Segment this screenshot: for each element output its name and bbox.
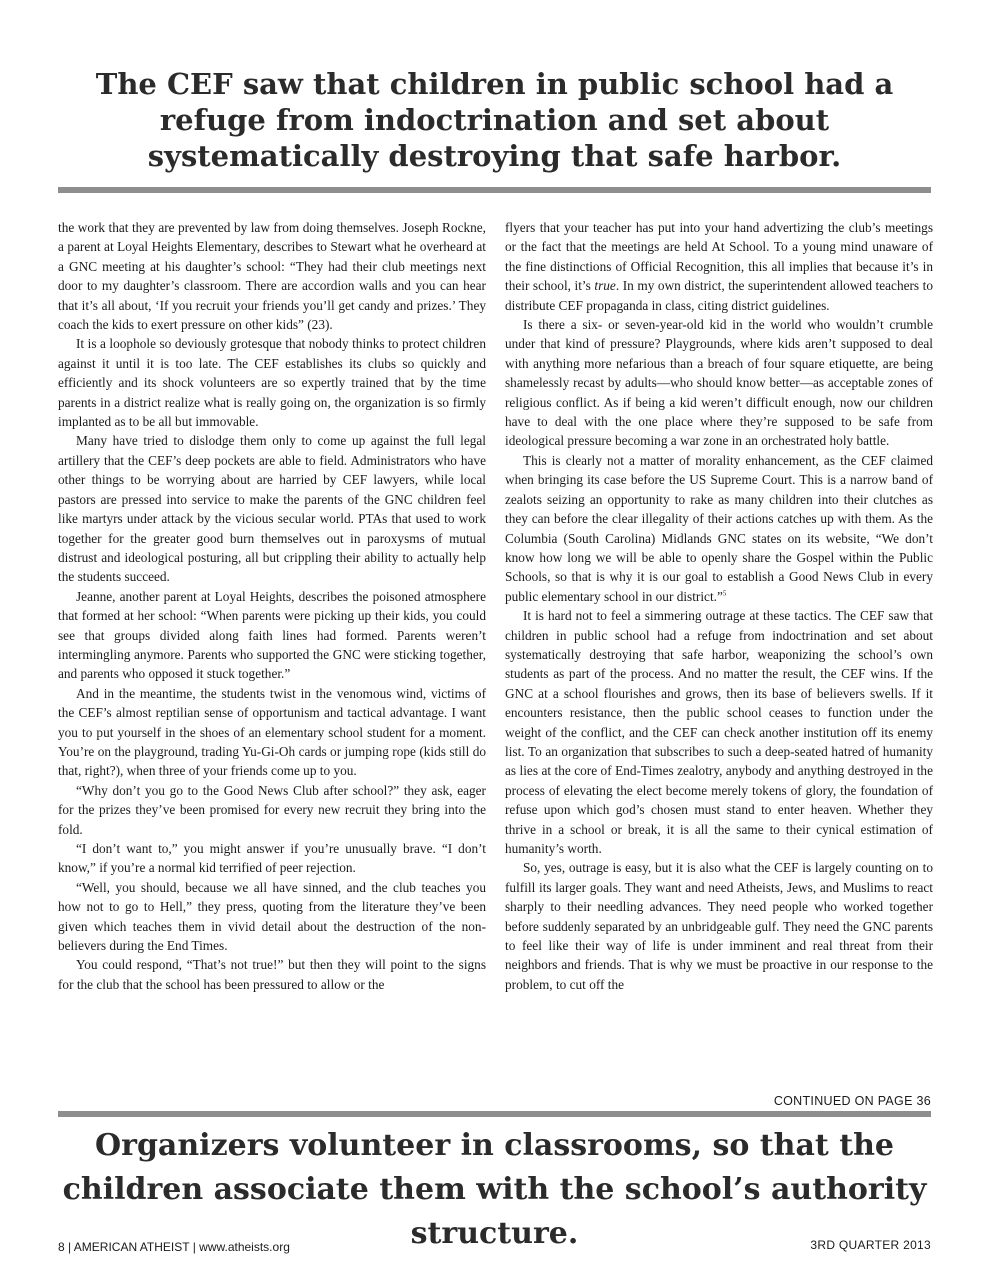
left-paragraph-6: “Why don’t you go to the Good News Club after school?” they ask, eager for the prizes they’ve been promised for every new recruit they bring into the fold. xyxy=(58,782,486,837)
right-paragraph-2: Is there a six- or seven-year-old kid in the world who wouldn’t crumble under that kind of pressure? Playgrounds, where kids aren’t supposed to deal with anything more nefarious than a breach of four square etiquette, are being shamelessly recast by adults—who should know better—as acceptable zones of religious conflict. As if being a kid weren’t difficult enough, now our children have to deal with the one place where they’re supposed to be safe from ideological pressure becoming a war zone in an orchestrated holy battle. xyxy=(505,317,933,449)
footer-folio: 8 | AMERICAN ATHEIST | www.atheists.org xyxy=(58,1240,290,1254)
left-paragraph-1: the work that they are prevented by law from doing themselves. Joseph Rockne, a parent at Loyal Heights Elementary, describes to Stewart what he overheard at a GNC meeting at his daughter’s school: “They had their club meetings next door to my daughter’s classroom. There are accordion walls and you can hear that it’s all about, ‘If you recruit your friends you’ll get candy and prizes.’ They coach the kids to exert pressure on other kids” (23). xyxy=(58,220,486,333)
top-pull-quote: The CEF saw that children in public school had a refuge from indoctrination and set about systematically destroying that safe harbor. xyxy=(95,67,894,173)
left-paragraph-2: It is a loophole so deviously grotesque that nobody thinks to protect children against it until it is too late. The CEF establishes its clubs so quickly and efficiently and its shock volunteers are so expertly trained that by the time parents in a district realize what is really going on, the organization is so firmly implanted as to be all but immovable. xyxy=(58,336,486,430)
continued-on-page-note: CONTINUED ON PAGE 36 xyxy=(773,1094,931,1108)
left-paragraph-9: You could respond, “That’s not true!” but then they will point to the signs for the club that the school has been pressured to allow or the xyxy=(58,957,486,992)
bottom-pull-quote: Organizers volunteer in classrooms, so that the children associate them with the school’s authority structure. xyxy=(62,1128,927,1251)
right-p3-text: This is clearly not a matter of morality enhancement, as the CEF claimed when bringing its case before the US Supreme Court. This is a narrow band of zealots seizing an opportunity to rake as many children into their clutches as they can before the clear illegality of their actions catches up with them. As the Columbia (South Carolina) Midlands GNC states on its website, “We don’t know how long we will be able to openly share the Gospel within the Public Schools, so that is why it is our goal to establish a Good News Club in every public elementary school in our district.” xyxy=(505,452,933,604)
bottom-divider-rule xyxy=(58,1111,931,1117)
footer-issue-date: 3RD QUARTER 2013 xyxy=(810,1238,931,1252)
right-paragraph-4: It is hard not to feel a simmering outrage at these tactics. The CEF saw that children in public school had a refuge from indoctrination and set about systematically destroying that safe harbor, weaponizing the school’s own students as part of the process. And no matter the result, the CEF wins. If the GNC at a school flourishes and grows, then its base of believers swells. If it encounters resistance, then the public school ceases to function under the weight of the conflict, and the CEF can check another institution off its enemy list. To an organization that subscribes to such a deep-seated hatred of humanity as lies at the core of End-Times zealotry, anybody and anything destroyed in the process of elevating the elect become merely tokens of glory, the foundation of refuse upon which god’s chosen must stand to enter heaven. Whether they thrive in a school or break, it is all the same to their cynical estimation of humanity’s worth. xyxy=(505,608,933,856)
right-p1-text-b: . In my own district, the superintendent allowed teachers to distribute CEF propaganda in class, citing district guidelines. xyxy=(505,278,934,313)
left-paragraph-8: “Well, you should, because we all have sinned, and the club teaches you how not to go to Hell,” they press, quoting from the literature they’ve been given which teaches them in vivid detail about the destruction of the non-believers during the End Times. xyxy=(58,879,486,954)
right-p1-italic: true xyxy=(594,278,616,294)
left-paragraph-7: “I don’t want to,” you might answer if you’re unusually brave. “I don’t know,” if you’re a normal kid terrified of peer rejection. xyxy=(58,841,486,876)
footnote-marker: 5 xyxy=(722,589,727,598)
top-divider-rule xyxy=(58,187,931,193)
right-paragraph-5: So, yes, outrage is easy, but it is also what the CEF is largely counting on to fulfill its larger goals. They want and need Atheists, Jews, and Muslims to react sharply to their needling advances. They need people who worked together before suddenly separated by an unbridgeable gulf. They need the GNC parents to feel like their way of life is under imminent and real threat from their neighbors and friends. That is why we must be proactive in our response to the problem, to cut off the xyxy=(505,860,933,992)
right-paragraph-1 xyxy=(505,218,933,315)
left-paragraph-5: And in the meantime, the students twist in the venomous wind, victims of the CEF’s almost reptilian sense of opportunism and tactical advantage. I want you to put yourself in the shoes of an elementary school student for a moment. You’re on the playground, trading Yu-Gi-Oh cards or jumping rope (kids still do that, right?), when three of your friends come up to you. xyxy=(58,685,486,779)
right-paragraph-3 xyxy=(505,451,933,606)
left-text-column xyxy=(58,218,486,994)
left-paragraph-3: Many have tried to dislodge them only to come up against the full legal artillery that the CEF’s deep pockets are able to field. Administrators who have other things to be worrying about are harried by CEF lawyers, while local pastors are pressed into service to make the parents of the GNC children feel like martyrs under attack by the vicious secular world. PTAs that used to work together for the greater good burn themselves out in paroxysms of mutual distrust and ideological posturing, all but crippling their ability to actually help the students succeed. xyxy=(58,433,486,585)
right-p1-text-a: flyers that your teacher has put into your hand advertizing the club’s meetings or the fact that the meetings are held At School. To a young mind unaware of the fine distinctions of Official Recognition, this all implies that because it’s in their school, it’s xyxy=(505,220,933,294)
right-text-column xyxy=(505,218,933,994)
left-paragraph-4: Jeanne, another parent at Loyal Heights, describes the poisoned atmosphere that formed at her school: “When parents were picking up their kids, you could see that groups divided along faith lines had formed. Parents weren’t intermingling anymore. Parents who supported the GNC were sticking together, and parents who opposed it stuck together.” xyxy=(58,588,486,682)
